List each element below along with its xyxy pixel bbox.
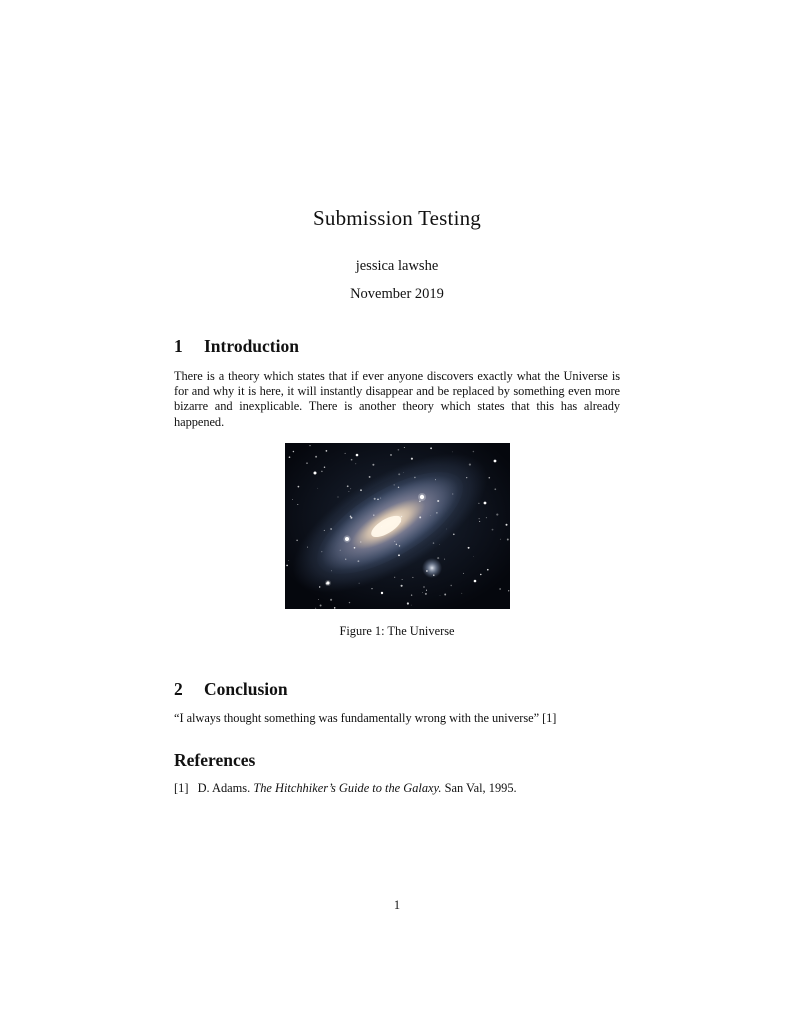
section-number: 1 (174, 336, 183, 356)
introduction-paragraph: There is a theory which states that if ever anyone discovers exactly what the Universe is for and why it is here, it will instantly disappear and be replaced by something even more bizarre and inexplicable. There is another theory which states that this has already happened. (174, 369, 620, 429)
section-title: Introduction (204, 336, 299, 356)
section-heading-introduction (174, 336, 620, 357)
references-heading (174, 750, 620, 771)
reference-title: The Hitchhiker’s Guide to the Galaxy. (253, 781, 442, 795)
section-title: References (174, 750, 256, 770)
reference-author: D. Adams. (197, 781, 251, 795)
section-number: 2 (174, 679, 183, 699)
paper-title: Submission Testing (312, 206, 482, 230)
section-title: Conclusion (204, 679, 288, 699)
reference-publisher: San Val, 1995. (444, 781, 517, 795)
paper-author: jessica lawshe (355, 258, 439, 274)
reference-entry (174, 781, 620, 796)
paper-date: November 2019 (350, 286, 444, 302)
companion-galaxy (422, 558, 442, 578)
galaxy-image (285, 443, 510, 609)
reference-label: [1] (174, 781, 189, 795)
conclusion-quote: “I always thought something was fundamentally wrong with the universe” [1] (174, 711, 557, 725)
section-heading-conclusion (174, 679, 620, 700)
page-number: 1 (393, 898, 401, 912)
figure-caption: Figure 1: The Universe (339, 624, 455, 638)
